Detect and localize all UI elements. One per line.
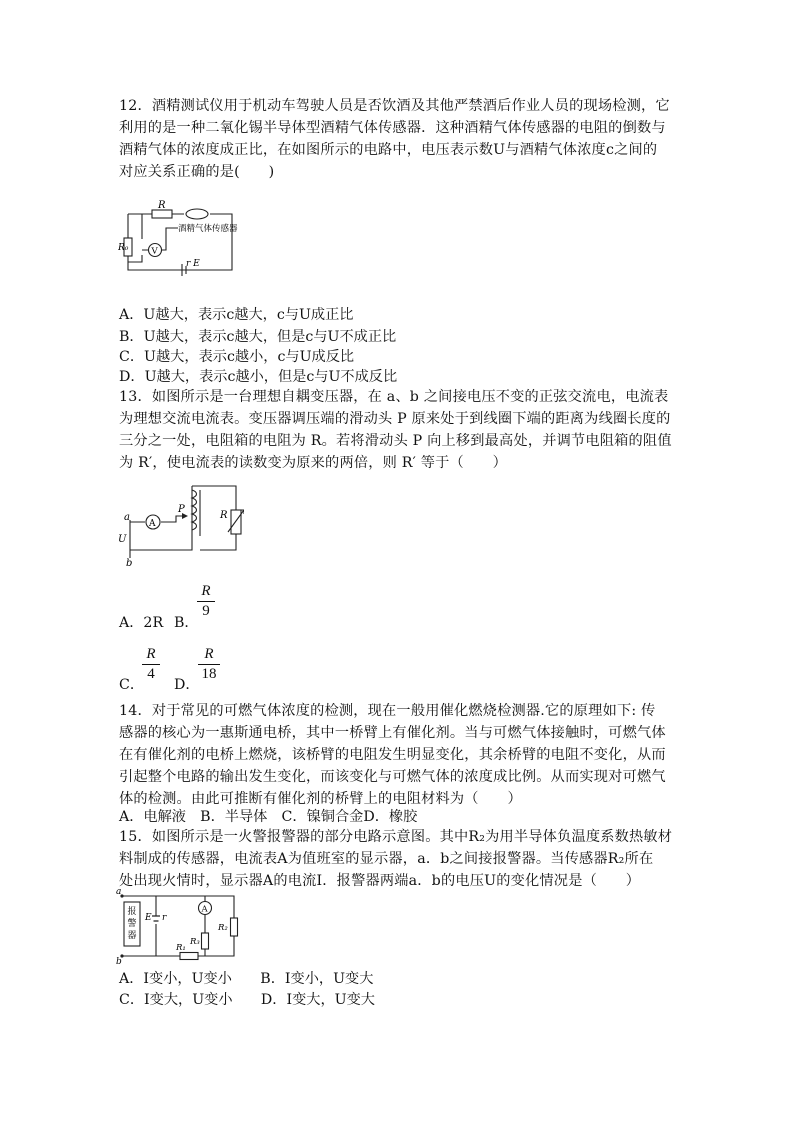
q13-option-c-denominator: 4 bbox=[147, 666, 155, 682]
q12-option-a: A．U越大，表示c越大，c与U成正比 bbox=[119, 307, 354, 323]
q15-option-row-1: A．I变小，U变小 B．I变小，U变大 bbox=[119, 971, 374, 987]
q13-transformer-diagram bbox=[116, 476, 244, 568]
q12-r-label: R bbox=[158, 200, 166, 211]
q12-line: 利用的是一种二氧化锡半导体型酒精气体传感器．这种酒精气体传感器的电阻的倒数与 bbox=[119, 120, 666, 136]
q13-option-a: A．2R bbox=[119, 615, 164, 631]
q14-line: 14．对于常见的可燃气体浓度的检测，现在一般用催化燃烧检测器.它的原理如下: 传 bbox=[119, 703, 656, 719]
q12-option-d: D．U越大，表示c越小，但是c与U不成反比 bbox=[119, 369, 398, 385]
q15-option-row-2: C．I变大，U变小 D．I变大，U变大 bbox=[119, 992, 375, 1008]
q14-options: A．电解液 B．半导体 C．镍铜合金D．橡胶 bbox=[119, 809, 418, 825]
q13-option-d-prefix: D． bbox=[174, 677, 200, 693]
q13-u-label: U bbox=[118, 534, 127, 545]
q14-line: 感器的核心为一惠斯通电桥，其中一桥臂上有催化剂。当与可燃气体接触时，可燃气体 bbox=[119, 725, 666, 741]
q13-option-b-prefix: B． bbox=[174, 615, 199, 631]
q13-option-b-fraction bbox=[197, 583, 215, 620]
q12-circuit-diagram bbox=[118, 198, 240, 276]
q13-option-d-numerator: R bbox=[204, 646, 214, 662]
question-13-stem bbox=[119, 386, 684, 474]
q15-fire-alarm-circuit-diagram bbox=[116, 888, 244, 964]
q13-option-c-fraction bbox=[142, 646, 160, 683]
q15-r2-label: R₂ bbox=[218, 923, 228, 933]
q13-option-d-denominator: 18 bbox=[201, 666, 217, 682]
question-14-stem bbox=[119, 700, 684, 810]
q15-r3-label: R₃ bbox=[190, 937, 200, 947]
q12-option-b: B．U越大，表示c越大，但是c与U不成正比 bbox=[119, 329, 397, 345]
q15-r1-label: R₁ bbox=[176, 943, 186, 953]
question-15-stem bbox=[119, 826, 684, 892]
q15-line: 料制成的传感器，电流表A为值班室的显示器，a．b之间接报警器。当传感器R₂所在 bbox=[119, 851, 654, 867]
q13-option-c-prefix: C． bbox=[119, 677, 145, 693]
q14-line: 在有催化剂的电桥上燃烧，该桥臂的电阻发生明显变化，其余桥臂的电阻不变化，从而 bbox=[119, 747, 666, 763]
q13-option-c-numerator: R bbox=[146, 646, 156, 662]
q12-line: 酒精气体的浓度成正比，在如图所示的电路中，电压表示数U与酒精气体浓度c之间的 bbox=[119, 142, 658, 158]
q13-line: 为 R′，使电流表的读数变为原来的两倍，则 R′ 等于（ ） bbox=[119, 455, 508, 471]
q13-r-label: R bbox=[220, 510, 228, 521]
q13-option-b-numerator: R bbox=[201, 583, 211, 599]
q13-b-label: b bbox=[126, 558, 133, 568]
q15-ammeter-label: A bbox=[201, 904, 208, 915]
q12-option-c: C．U越大，表示c越小，c与U成反比 bbox=[119, 349, 355, 365]
q13-option-b-denominator: 9 bbox=[202, 603, 210, 619]
q12-source-label: r E bbox=[186, 259, 200, 269]
q12-line: 对应关系正确的是( ) bbox=[119, 164, 275, 180]
q14-line: 引起整个电路的输出发生变化，而该变化与可燃气体的浓度成比例。从而实现对可燃气 bbox=[119, 769, 666, 785]
q15-e-label: E bbox=[145, 913, 152, 923]
q13-line: 为理想交流电流表。变压器调压端的滑动头 P 原来处于到线圈下端的距离为线圈长度的 bbox=[119, 411, 671, 427]
q13-p-label: P bbox=[178, 504, 185, 515]
q15-alarm-label: 报警器 bbox=[127, 907, 137, 941]
q15-line: 15．如图所示是一火警报警器的部分电路示意图。其中R₂为用半导体负温度系数热敏材 bbox=[119, 829, 673, 845]
question-12-stem bbox=[119, 95, 684, 183]
q15-a-label: a bbox=[116, 888, 122, 897]
q13-option-d-fraction bbox=[198, 646, 220, 683]
q12-r0-label: R₀ bbox=[118, 243, 129, 253]
q13-line: 13．如图所示是一台理想自耦变压器，在 a、b 之间接电压不变的正弦交流电，电流表 bbox=[119, 389, 669, 405]
q12-line: 12．酒精测试仪用于机动车驾驶人员是否饮酒及其他严禁酒后作业人员的现场检测，它 bbox=[119, 98, 670, 114]
q15-r-label: r bbox=[162, 913, 167, 923]
q13-a-label: a bbox=[124, 512, 130, 523]
q15-line: 处出现火情时，显示器A的电流I．报警器两端a．b的电压U的变化情况是（ ） bbox=[119, 873, 641, 889]
q14-line: 体的检测。由此可推断有催化剂的桥臂上的电阻材料为（ ） bbox=[119, 791, 522, 807]
q13-ammeter-label: A bbox=[149, 519, 156, 529]
q12-voltmeter-label: V bbox=[151, 246, 158, 257]
q15-b-label: b bbox=[116, 957, 122, 964]
q13-line: 三分之一处，电阻箱的电阻为 R。若将滑动头 P 向上移到最高处，并调节电阻箱的阻值 bbox=[119, 433, 672, 449]
q12-sensor-label: 酒精气体传感器 bbox=[178, 224, 238, 234]
